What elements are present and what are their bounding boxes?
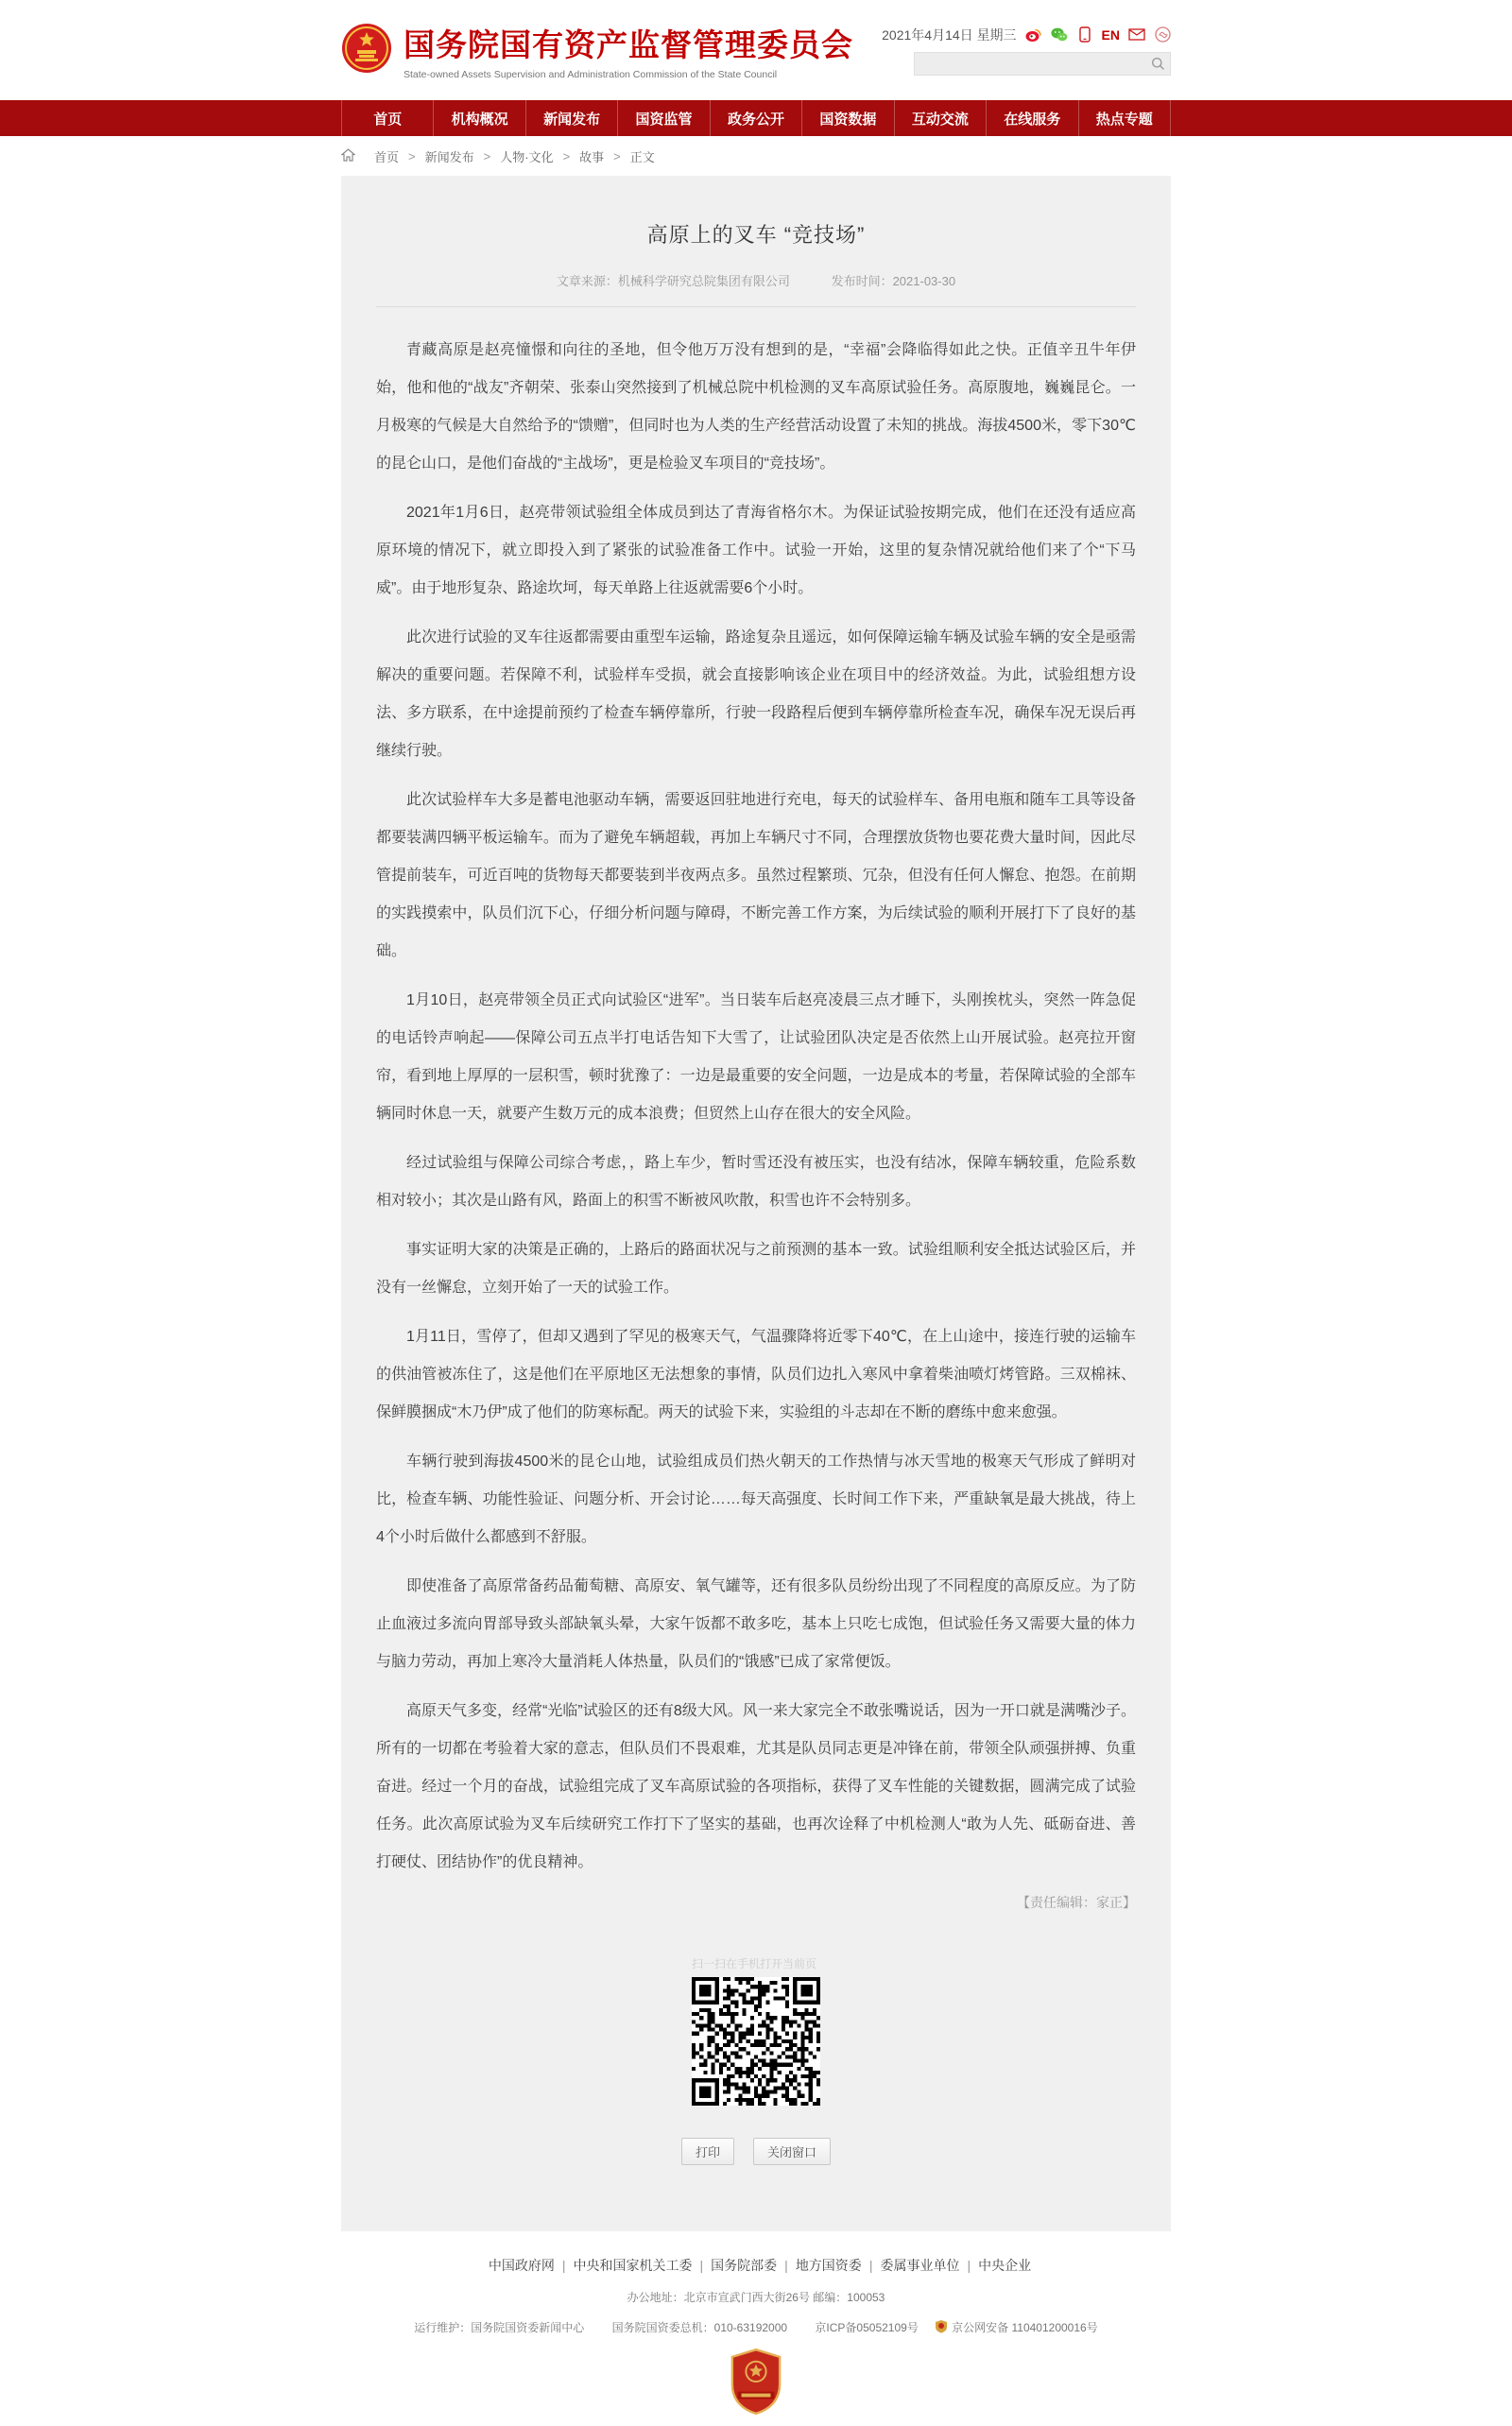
- footer-link[interactable]: 地方国资委: [795, 2258, 862, 2273]
- nav-item[interactable]: 互动交流: [894, 100, 986, 136]
- article-title: 高原上的叉车 “竞技场”: [646, 223, 866, 247]
- footer-link[interactable]: 中央和国家机关工委: [573, 2258, 693, 2273]
- weibo-icon[interactable]: [1025, 26, 1042, 43]
- footer-link[interactable]: 中国政府网: [488, 2258, 555, 2273]
- article-paragraph: 1月10日，赵亮带领全员正式向试验区“进军”。当日装车后赵亮凌晨三点才睡下，头刚挨枕头，突然一阵急促的电话铃声响起——保障公司五点半打电话告知下大雪了，让试验团队决定是否依然上山开展试验。赵亮拉开窗帘，看到地上厚厚的一层积雪，顿时犹豫了：一边是最重要的安全问题，一边是成本的考量，若保障试验的全部车辆同时休息一天，就要产生数万元的成本浪费；但贸然上山存在很大的安全风险。: [376, 992, 1136, 1122]
- site-header: [0, 0, 1512, 100]
- time-label: 发布时间：: [831, 274, 893, 288]
- source-label: 文章来源：: [556, 274, 618, 288]
- mobile-icon[interactable]: [1076, 26, 1093, 43]
- search-icon[interactable]: [1145, 53, 1170, 75]
- footer-phone: 国务院国资委总机：010-63192000: [611, 2321, 788, 2334]
- breadcrumb-link[interactable]: 新闻发布: [424, 149, 474, 164]
- wechat-icon[interactable]: [1051, 26, 1068, 43]
- main-nav: [0, 100, 1512, 136]
- org-title-en: State-owned Assets Supervision and Administration Commission of the State Council: [404, 68, 778, 80]
- breadcrumb-link[interactable]: 正文: [629, 149, 655, 164]
- article-paragraph: 经过试验组与保障公司综合考虑，，路上车少，暂时雪还没有被压实，也没有结冰，保障车辆较重，危险系数相对较小；其次是山路有风，路面上的积雪不断被风吹散，积雪也许不会特别多。: [376, 1155, 1136, 1209]
- security-badge-icon: [935, 2319, 948, 2336]
- article-paragraph: 2021年1月6日，赵亮带领试验组全体成员到达了青海省格尔木。为保证试验按期完成，他们在还没有适应高原环境的情况下，就立即投入到了紧张的试验准备工作中。试验一开始，这里的复杂情况就给他们来了个“下马威”。由于地形复杂、路途坎坷，每天单路上往返就需要6个小时。: [376, 505, 1136, 596]
- nav-item[interactable]: 热点专题: [1078, 100, 1171, 136]
- mail-icon[interactable]: [1128, 26, 1145, 43]
- footer-icp[interactable]: 京ICP备05052109号: [815, 2321, 919, 2334]
- article-panel: [341, 176, 1171, 2231]
- footer-security[interactable]: 京公网安备 110401200016号: [952, 2321, 1098, 2334]
- qr-code: [692, 1977, 820, 2106]
- article-paragraph: 青藏高原是赵亮憧憬和向往的圣地，但令他万万没有想到的是，“幸福”会降临得如此之快。正值辛丑牛年伊始，他和他的“战友”齐朝荣、张泰山突然接到了机械总院中机检测的叉车高原试验任务。高原腹地，巍巍昆仑。一月极寒的气候是大自然给予的“馈赠”，但同时也为人类的生产经营活动设置了未知的挑战。海拔4500米，零下30℃的昆仑山口，是他们奋战的“主战场”，更是检验叉车项目的“竞技场”。: [376, 342, 1136, 472]
- breadcrumb: 首页 > 新闻发布 > 人物·文化 > 故事 > 正文: [341, 136, 1171, 176]
- footer-maintain: 运行维护：国务院国资委新闻中心: [414, 2321, 585, 2334]
- article-paragraph: 1月11日，雪停了，但却又遇到了罕见的极寒天气，气温骤降将近零下40℃，在上山途中，接连行驶的运输车的供油管被冻住了，这是他们在平原地区无法想象的事情，队员们边扎入寒风中拿着柴油喷灯烤管路。三双棉袜、保鲜膜捆成“木乃伊”成了他们的防寒标配。两天的试验下来，实验组的斗志却在不断的磨练中愈来愈强。: [376, 1329, 1136, 1420]
- qr-section: [692, 1955, 820, 2106]
- article-source: 机械科学研究总院集团有限公司: [617, 274, 790, 288]
- article-paragraph: 高原天气多变，经常“光临”试验区的还有8级大风。风一来大家完全不敢张嘴说话，因为一开口就是满嘴沙子。所有的一切都在考验着大家的意志，但队员们不畏艰难，尤其是队员同志更是冲锋在前，带领全队顽强拼搏、负重奋进。经过一个月的奋战，试验组完成了叉车高原试验的各项指标，获得了叉车性能的关键数据，圆满完成了试验任务。此次高原试验为叉车后续研究工作打下了坚实的基础，也再次诠释了中机检测人“敢为人先、砥砺奋进、善打硬仗、团结协作”的优良精神。: [376, 1703, 1136, 1870]
- print-button[interactable]: 打印: [681, 2138, 734, 2165]
- qr-caption: 扫一扫在手机打开当前页: [692, 1957, 817, 1970]
- breadcrumb-link[interactable]: 故事: [579, 149, 605, 164]
- nav-item[interactable]: 政务公开: [710, 100, 801, 136]
- english-version-link[interactable]: EN: [1101, 26, 1120, 43]
- national-emblem-logo: [341, 23, 392, 78]
- org-title-cn: 国务院国有资产监督管理委员会: [404, 26, 853, 62]
- nav-item[interactable]: 国资监管: [617, 100, 709, 136]
- search-input[interactable]: [915, 53, 1145, 75]
- nav-item[interactable]: 新闻发布: [525, 100, 617, 136]
- search-box: [914, 52, 1171, 76]
- mascot-icon[interactable]: [1154, 26, 1171, 43]
- nav-item[interactable]: 首页: [341, 100, 433, 136]
- footer-link[interactable]: 委属事业单位: [880, 2258, 960, 2273]
- article-paragraph: 此次进行试验的叉车往返都需要由重型车运输，路途复杂且遥远，如何保障运输车辆及试验车辆的安全是亟需解决的重要问题。若保障不利，试验样车受损，就会直接影响该企业在项目中的经济效益。为此，试验组想方设法、多方联系，在中途提前预约了检查车辆停靠所，行驶一段路程后便到车辆停靠所检查车况，确保车况无误后再继续行驶。: [376, 629, 1136, 759]
- article-paragraph: 车辆行驶到海拔4500米的昆仑山地，试验组成员们热火朝天的工作热情与冰天雪地的极寒天气形成了鲜明对比，检查车辆、功能性验证、问题分析、开会讨论……每天高强度、长时间工作下来，严重缺氧是最大挑战，待上4个小时后做什么都感到不舒服。: [376, 1454, 1136, 1545]
- nav-item[interactable]: 在线服务: [986, 100, 1077, 136]
- article-meta: [376, 271, 1136, 307]
- site-footer: 中国政府网 | 中央和国家机关工委 | 国务院部委 | 地方国资委 | 委属事业单位 | 中央企业 办公地址：北京市宣武门西大街26号 邮编：100053 运行维护：国务院国资委新闻中心 国务院国资委总机：010-63192000 京ICP备05052109号 京公网安备 110401200016号: [0, 2231, 1512, 2426]
- gov-badge[interactable]: [728, 2348, 784, 2426]
- footer-link[interactable]: 国务院部委: [711, 2258, 778, 2273]
- article-paragraph: 此次试验样车大多是蓄电池驱动车辆，需要返回驻地进行充电，每天的试验样车、备用电瓶和随车工具等设备都要装满四辆平板运输车。而为了避免车辆超载，再加上车辆尺寸不同，合理摆放货物也要花费大量时间，因此尽管提前装车，可近百吨的货物每天都要装到半夜两点多。虽然过程繁琐、冗杂，但没有任何人懈怠、抱怨。在前期的实践摸索中，队员们沉下心，仔细分析问题与障碍，不断完善工作方案，为后续试验的顺利开展打下了良好的基础。: [376, 792, 1136, 959]
- home-icon[interactable]: [341, 148, 355, 164]
- nav-item[interactable]: 机构概况: [433, 100, 524, 136]
- article-paragraph: 即使准备了高原常备药品葡萄糖、高原安、氧气罐等，还有很多队员纷纷出现了不同程度的高原反应。为了防止血液过多流向胃部导致头部缺氧头晕，大家午饭都不敢多吃，基本上只吃七成饱，但试验任务又需要大量的体力与脑力劳动，再加上寒冷大量消耗人体热量，队员们的“饿感”已成了家常便饭。: [376, 1578, 1136, 1670]
- site-logo[interactable]: [341, 21, 853, 80]
- breadcrumb-row: [0, 136, 1512, 176]
- breadcrumb-link[interactable]: 首页: [374, 149, 400, 164]
- nav-item[interactable]: 国资数据: [801, 100, 893, 136]
- article-body: [376, 332, 1136, 1882]
- current-date: 2021年4月14日 星期三: [882, 26, 1017, 43]
- footer-address: 办公地址：北京市宣武门西大街26号 邮编：100053: [627, 2291, 885, 2304]
- footer-link[interactable]: 中央企业: [978, 2258, 1032, 2273]
- article-paragraph: 事实证明大家的决策是正确的，上路后的路面状况与之前预测的基本一致。试验组顺利安全抵达试验区后，并没有一丝懈怠，立刻开始了一天的试验工作。: [376, 1242, 1136, 1296]
- editor-line: 【责任编辑：家正】: [1017, 1895, 1136, 1910]
- publish-time: 2021-03-30: [892, 274, 956, 288]
- breadcrumb-link[interactable]: 人物·文化: [500, 149, 554, 164]
- close-window-button[interactable]: 关闭窗口: [753, 2138, 831, 2165]
